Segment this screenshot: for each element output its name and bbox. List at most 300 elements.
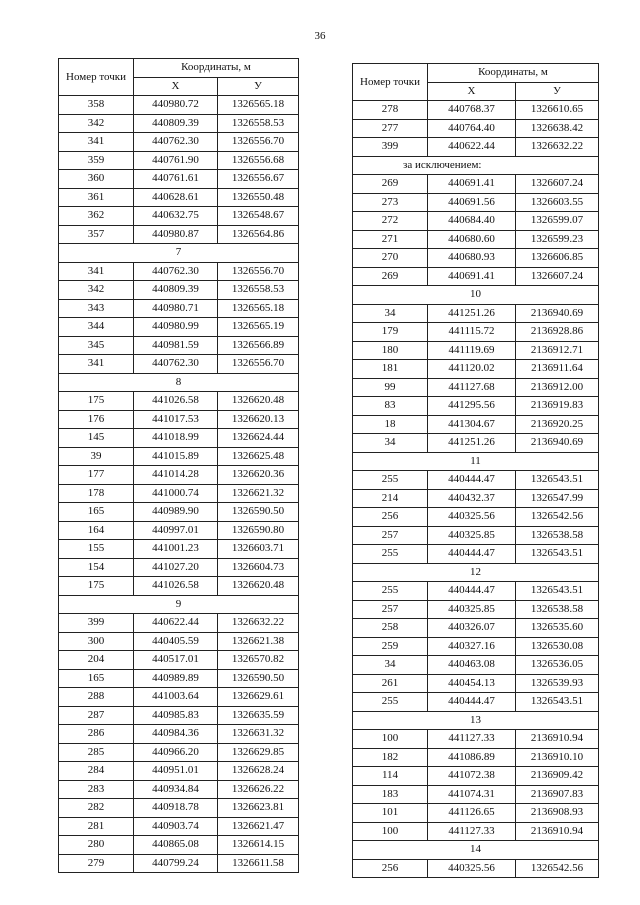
point-number-cell: 360 <box>59 170 134 189</box>
y-coordinate-cell: 2136909.42 <box>516 767 599 786</box>
point-number-cell: 341 <box>59 355 134 374</box>
section-number: 13 <box>353 711 599 730</box>
x-coordinate-cell: 441126.65 <box>428 804 516 823</box>
point-number-cell: 83 <box>353 397 428 416</box>
y-coordinate-cell: 1326638.42 <box>516 119 599 138</box>
point-number-cell: 101 <box>353 804 428 823</box>
x-coordinate-cell: 440326.07 <box>428 619 516 638</box>
x-coordinate-cell: 440980.71 <box>134 299 218 318</box>
point-number-cell: 256 <box>353 508 428 527</box>
x-coordinate-cell: 441001.23 <box>134 540 218 559</box>
point-number-cell: 257 <box>353 526 428 545</box>
x-coordinate-cell: 440680.60 <box>428 230 516 249</box>
point-number-cell: 300 <box>59 632 134 651</box>
table-row <box>353 341 599 360</box>
x-coordinate-cell: 440691.41 <box>428 175 516 194</box>
table-row <box>353 822 599 841</box>
table-row <box>353 508 599 527</box>
x-coordinate-cell: 440325.56 <box>428 508 516 527</box>
table-row <box>59 632 299 651</box>
x-coordinate-cell: 440622.44 <box>428 138 516 157</box>
x-coordinate-cell: 440325.85 <box>428 600 516 619</box>
point-number-cell: 271 <box>353 230 428 249</box>
table-row <box>353 674 599 693</box>
table-row <box>353 323 599 342</box>
y-coordinate-cell: 1326543.51 <box>516 582 599 601</box>
y-coordinate-cell: 1326565.18 <box>218 96 299 115</box>
x-coordinate-cell: 441304.67 <box>428 415 516 434</box>
table-row <box>59 114 299 133</box>
point-number-cell: 269 <box>353 267 428 286</box>
point-number-cell: 285 <box>59 743 134 762</box>
y-coordinate-cell: 1326530.08 <box>516 637 599 656</box>
table-row <box>353 619 599 638</box>
point-number-cell: 270 <box>353 249 428 268</box>
y-coordinate-cell: 1326556.67 <box>218 170 299 189</box>
table-body-left <box>59 96 299 873</box>
table-row <box>59 96 299 115</box>
point-number-cell: 278 <box>353 101 428 120</box>
x-coordinate-cell: 440517.01 <box>134 651 218 670</box>
point-number-cell: 361 <box>59 188 134 207</box>
point-number-cell: 399 <box>59 614 134 633</box>
y-coordinate-cell: 2136940.69 <box>516 434 599 453</box>
table-row <box>59 355 299 374</box>
y-coordinate-cell: 1326629.61 <box>218 688 299 707</box>
x-coordinate-cell: 441127.33 <box>428 822 516 841</box>
point-number-cell: 175 <box>59 577 134 596</box>
y-coordinate-cell: 1326620.36 <box>218 466 299 485</box>
x-coordinate-cell: 440444.47 <box>428 545 516 564</box>
point-number-cell: 272 <box>353 212 428 231</box>
x-coordinate-cell: 440762.30 <box>134 355 218 374</box>
y-coordinate-cell: 1326621.47 <box>218 817 299 836</box>
point-number-cell: 357 <box>59 225 134 244</box>
point-number-cell: 18 <box>353 415 428 434</box>
header-point-number: Номер точки <box>59 59 134 96</box>
x-coordinate-cell: 440327.16 <box>428 637 516 656</box>
section-number: 8 <box>59 373 299 392</box>
point-number-cell: 280 <box>59 836 134 855</box>
point-number-cell: 359 <box>59 151 134 170</box>
y-coordinate-cell: 1326631.32 <box>218 725 299 744</box>
point-number-cell: 256 <box>353 859 428 878</box>
y-coordinate-cell: 1326535.60 <box>516 619 599 638</box>
point-number-cell: 178 <box>59 484 134 503</box>
y-coordinate-cell: 2136928.86 <box>516 323 599 342</box>
y-coordinate-cell: 2136919.83 <box>516 397 599 416</box>
y-coordinate-cell: 1326611.58 <box>218 854 299 873</box>
point-number-cell: 269 <box>353 175 428 194</box>
point-number-cell: 341 <box>59 262 134 281</box>
table-row <box>353 489 599 508</box>
table-row <box>59 429 299 448</box>
exception-label: за исключением: <box>353 156 599 175</box>
y-coordinate-cell: 1326626.22 <box>218 780 299 799</box>
y-coordinate-cell: 1326603.55 <box>516 193 599 212</box>
y-coordinate-cell: 1326566.89 <box>218 336 299 355</box>
table-row <box>59 447 299 466</box>
table-row <box>353 545 599 564</box>
table-row <box>59 318 299 337</box>
section-row <box>59 244 299 263</box>
x-coordinate-cell: 440809.39 <box>134 114 218 133</box>
y-coordinate-cell: 1326538.58 <box>516 600 599 619</box>
x-coordinate-cell: 441119.69 <box>428 341 516 360</box>
y-coordinate-cell: 1326635.59 <box>218 706 299 725</box>
y-coordinate-cell: 1326629.85 <box>218 743 299 762</box>
table-row <box>353 193 599 212</box>
table-row <box>353 434 599 453</box>
table-row <box>353 415 599 434</box>
x-coordinate-cell: 441017.53 <box>134 410 218 429</box>
table-row <box>59 225 299 244</box>
section-number: 12 <box>353 563 599 582</box>
header-x: X <box>134 77 218 96</box>
x-coordinate-cell: 441251.26 <box>428 434 516 453</box>
table-row <box>59 688 299 707</box>
point-number-cell: 255 <box>353 471 428 490</box>
x-coordinate-cell: 441015.89 <box>134 447 218 466</box>
x-coordinate-cell: 440628.61 <box>134 188 218 207</box>
table-row <box>353 526 599 545</box>
y-coordinate-cell: 2136908.93 <box>516 804 599 823</box>
y-coordinate-cell: 1326556.70 <box>218 355 299 374</box>
table-row <box>353 212 599 231</box>
table-row <box>353 267 599 286</box>
y-coordinate-cell: 1326548.67 <box>218 207 299 226</box>
point-number-cell: 279 <box>59 854 134 873</box>
x-coordinate-cell: 440762.30 <box>134 262 218 281</box>
y-coordinate-cell: 1326624.44 <box>218 429 299 448</box>
point-number-cell: 99 <box>353 378 428 397</box>
y-coordinate-cell: 1326556.70 <box>218 133 299 152</box>
y-coordinate-cell: 1326590.50 <box>218 669 299 688</box>
point-number-cell: 164 <box>59 521 134 540</box>
y-coordinate-cell: 1326536.05 <box>516 656 599 675</box>
point-number-cell: 182 <box>353 748 428 767</box>
x-coordinate-cell: 441120.02 <box>428 360 516 379</box>
y-coordinate-cell: 1326565.19 <box>218 318 299 337</box>
x-coordinate-cell: 440444.47 <box>428 582 516 601</box>
y-coordinate-cell: 2136907.83 <box>516 785 599 804</box>
point-number-cell: 183 <box>353 785 428 804</box>
point-number-cell: 284 <box>59 762 134 781</box>
x-coordinate-cell: 440985.83 <box>134 706 218 725</box>
table-row <box>353 637 599 656</box>
header-y: У <box>218 77 299 96</box>
x-coordinate-cell: 440966.20 <box>134 743 218 762</box>
page-number: 36 <box>314 30 326 42</box>
table-row <box>353 804 599 823</box>
y-coordinate-cell: 1326607.24 <box>516 267 599 286</box>
section-row <box>353 563 599 582</box>
y-coordinate-cell: 1326606.85 <box>516 249 599 268</box>
table-row <box>353 767 599 786</box>
point-number-cell: 39 <box>59 447 134 466</box>
table-row <box>59 725 299 744</box>
point-number-cell: 343 <box>59 299 134 318</box>
table-row <box>59 854 299 873</box>
y-coordinate-cell: 1326610.65 <box>516 101 599 120</box>
y-coordinate-cell: 1326542.56 <box>516 508 599 527</box>
table-row <box>353 175 599 194</box>
table-row <box>59 706 299 725</box>
x-coordinate-cell: 440997.01 <box>134 521 218 540</box>
section-row <box>59 595 299 614</box>
section-row <box>353 841 599 860</box>
y-coordinate-cell: 1326543.51 <box>516 693 599 712</box>
table-row <box>59 188 299 207</box>
exception-row <box>353 156 599 175</box>
y-coordinate-cell: 1326539.93 <box>516 674 599 693</box>
point-number-cell: 341 <box>59 133 134 152</box>
table-row <box>59 503 299 522</box>
point-number-cell: 288 <box>59 688 134 707</box>
table-row <box>59 799 299 818</box>
x-coordinate-cell: 440691.56 <box>428 193 516 212</box>
x-coordinate-cell: 440325.85 <box>428 526 516 545</box>
point-number-cell: 261 <box>353 674 428 693</box>
x-coordinate-cell: 440980.72 <box>134 96 218 115</box>
y-coordinate-cell: 1326599.07 <box>516 212 599 231</box>
table-body-right <box>353 101 599 878</box>
point-number-cell: 177 <box>59 466 134 485</box>
y-coordinate-cell: 2136910.10 <box>516 748 599 767</box>
y-coordinate-cell: 1326564.86 <box>218 225 299 244</box>
x-coordinate-cell: 441027.20 <box>134 558 218 577</box>
table-row <box>353 249 599 268</box>
point-number-cell: 180 <box>353 341 428 360</box>
y-coordinate-cell: 1326599.23 <box>516 230 599 249</box>
x-coordinate-cell: 440762.30 <box>134 133 218 152</box>
x-coordinate-cell: 440691.41 <box>428 267 516 286</box>
y-coordinate-cell: 1326558.53 <box>218 281 299 300</box>
table-row <box>59 614 299 633</box>
x-coordinate-cell: 441127.68 <box>428 378 516 397</box>
table-row <box>59 836 299 855</box>
y-coordinate-cell: 1326543.51 <box>516 471 599 490</box>
table-row <box>59 484 299 503</box>
y-coordinate-cell: 1326620.48 <box>218 392 299 411</box>
point-number-cell: 145 <box>59 429 134 448</box>
x-coordinate-cell: 440463.08 <box>428 656 516 675</box>
point-number-cell: 34 <box>353 656 428 675</box>
x-coordinate-cell: 441026.58 <box>134 577 218 596</box>
y-coordinate-cell: 1326556.68 <box>218 151 299 170</box>
y-coordinate-cell: 1326620.13 <box>218 410 299 429</box>
x-coordinate-cell: 440680.93 <box>428 249 516 268</box>
x-coordinate-cell: 441003.64 <box>134 688 218 707</box>
coordinates-table-right <box>352 63 599 878</box>
x-coordinate-cell: 441127.33 <box>428 730 516 749</box>
point-number-cell: 342 <box>59 281 134 300</box>
table-row <box>59 762 299 781</box>
y-coordinate-cell: 1326625.48 <box>218 447 299 466</box>
point-number-cell: 155 <box>59 540 134 559</box>
y-coordinate-cell: 1326632.22 <box>516 138 599 157</box>
x-coordinate-cell: 440980.87 <box>134 225 218 244</box>
point-number-cell: 287 <box>59 706 134 725</box>
y-coordinate-cell: 1326621.32 <box>218 484 299 503</box>
y-coordinate-cell: 1326623.81 <box>218 799 299 818</box>
y-coordinate-cell: 1326538.58 <box>516 526 599 545</box>
table-row <box>353 304 599 323</box>
point-number-cell: 399 <box>353 138 428 157</box>
point-number-cell: 154 <box>59 558 134 577</box>
table-row <box>353 656 599 675</box>
x-coordinate-cell: 440761.61 <box>134 170 218 189</box>
table-row <box>59 262 299 281</box>
point-number-cell: 165 <box>59 669 134 688</box>
y-coordinate-cell: 2136910.94 <box>516 822 599 841</box>
table-row <box>59 410 299 429</box>
point-number-cell: 255 <box>353 545 428 564</box>
point-number-cell: 34 <box>353 304 428 323</box>
header-point-number: Номер точки <box>353 64 428 101</box>
point-number-cell: 255 <box>353 582 428 601</box>
y-coordinate-cell: 1326621.38 <box>218 632 299 651</box>
table-row <box>353 730 599 749</box>
table-row <box>353 748 599 767</box>
x-coordinate-cell: 441014.28 <box>134 466 218 485</box>
point-number-cell: 165 <box>59 503 134 522</box>
table-row <box>353 138 599 157</box>
x-coordinate-cell: 441026.58 <box>134 392 218 411</box>
y-coordinate-cell: 1326590.80 <box>218 521 299 540</box>
x-coordinate-cell: 440454.13 <box>428 674 516 693</box>
point-number-cell: 100 <box>353 822 428 841</box>
table-row <box>353 230 599 249</box>
x-coordinate-cell: 440980.99 <box>134 318 218 337</box>
x-coordinate-cell: 440981.59 <box>134 336 218 355</box>
table-row <box>353 859 599 878</box>
table-row <box>59 466 299 485</box>
x-coordinate-cell: 440951.01 <box>134 762 218 781</box>
table-row <box>59 558 299 577</box>
point-number-cell: 114 <box>353 767 428 786</box>
x-coordinate-cell: 440761.90 <box>134 151 218 170</box>
x-coordinate-cell: 441018.99 <box>134 429 218 448</box>
y-coordinate-cell: 1326620.48 <box>218 577 299 596</box>
table-row <box>353 693 599 712</box>
y-coordinate-cell: 1326556.70 <box>218 262 299 281</box>
y-coordinate-cell: 1326628.24 <box>218 762 299 781</box>
header-coordinates: Координаты, м <box>134 59 299 78</box>
table-row <box>353 582 599 601</box>
table-row <box>353 378 599 397</box>
x-coordinate-cell: 440622.44 <box>134 614 218 633</box>
x-coordinate-cell: 440768.37 <box>428 101 516 120</box>
point-number-cell: 281 <box>59 817 134 836</box>
point-number-cell: 342 <box>59 114 134 133</box>
y-coordinate-cell: 1326547.99 <box>516 489 599 508</box>
point-number-cell: 214 <box>353 489 428 508</box>
table-row <box>59 817 299 836</box>
point-number-cell: 34 <box>353 434 428 453</box>
header-coordinates: Координаты, м <box>428 64 599 83</box>
table-row <box>353 397 599 416</box>
section-number: 14 <box>353 841 599 860</box>
point-number-cell: 358 <box>59 96 134 115</box>
table-row <box>59 743 299 762</box>
x-coordinate-cell: 441086.89 <box>428 748 516 767</box>
table-row <box>59 669 299 688</box>
x-coordinate-cell: 441295.56 <box>428 397 516 416</box>
section-number: 9 <box>59 595 299 614</box>
y-coordinate-cell: 1326565.18 <box>218 299 299 318</box>
header-x: X <box>428 82 516 101</box>
point-number-cell: 345 <box>59 336 134 355</box>
point-number-cell: 273 <box>353 193 428 212</box>
table-row <box>59 133 299 152</box>
point-number-cell: 176 <box>59 410 134 429</box>
table-row <box>59 540 299 559</box>
table-row <box>59 521 299 540</box>
x-coordinate-cell: 440903.74 <box>134 817 218 836</box>
y-coordinate-cell: 2136940.69 <box>516 304 599 323</box>
x-coordinate-cell: 441251.26 <box>428 304 516 323</box>
point-number-cell: 100 <box>353 730 428 749</box>
x-coordinate-cell: 440989.89 <box>134 669 218 688</box>
table-row <box>59 281 299 300</box>
table-row <box>353 119 599 138</box>
point-number-cell: 282 <box>59 799 134 818</box>
point-number-cell: 277 <box>353 119 428 138</box>
x-coordinate-cell: 440809.39 <box>134 281 218 300</box>
section-number: 7 <box>59 244 299 263</box>
x-coordinate-cell: 440325.56 <box>428 859 516 878</box>
table-row <box>353 785 599 804</box>
x-coordinate-cell: 440989.90 <box>134 503 218 522</box>
y-coordinate-cell: 2136911.64 <box>516 360 599 379</box>
y-coordinate-cell: 1326607.24 <box>516 175 599 194</box>
section-row <box>353 711 599 730</box>
x-coordinate-cell: 440444.47 <box>428 693 516 712</box>
point-number-cell: 204 <box>59 651 134 670</box>
y-coordinate-cell: 2136920.25 <box>516 415 599 434</box>
point-number-cell: 255 <box>353 693 428 712</box>
x-coordinate-cell: 440918.78 <box>134 799 218 818</box>
table-row <box>353 600 599 619</box>
x-coordinate-cell: 440432.37 <box>428 489 516 508</box>
point-number-cell: 286 <box>59 725 134 744</box>
x-coordinate-cell: 440405.59 <box>134 632 218 651</box>
header-y: У <box>516 82 599 101</box>
y-coordinate-cell: 1326550.48 <box>218 188 299 207</box>
x-coordinate-cell: 441074.31 <box>428 785 516 804</box>
x-coordinate-cell: 440984.36 <box>134 725 218 744</box>
point-number-cell: 175 <box>59 392 134 411</box>
y-coordinate-cell: 1326632.22 <box>218 614 299 633</box>
section-row <box>59 373 299 392</box>
x-coordinate-cell: 440632.75 <box>134 207 218 226</box>
y-coordinate-cell: 1326590.50 <box>218 503 299 522</box>
point-number-cell: 179 <box>353 323 428 342</box>
table-row <box>59 170 299 189</box>
y-coordinate-cell: 2136910.94 <box>516 730 599 749</box>
x-coordinate-cell: 441115.72 <box>428 323 516 342</box>
table-row <box>59 577 299 596</box>
point-number-cell: 181 <box>353 360 428 379</box>
coordinates-table-left <box>58 58 299 873</box>
point-number-cell: 283 <box>59 780 134 799</box>
x-coordinate-cell: 440684.40 <box>428 212 516 231</box>
x-coordinate-cell: 440865.08 <box>134 836 218 855</box>
section-number: 10 <box>353 286 599 305</box>
table-row <box>59 392 299 411</box>
x-coordinate-cell: 440444.47 <box>428 471 516 490</box>
